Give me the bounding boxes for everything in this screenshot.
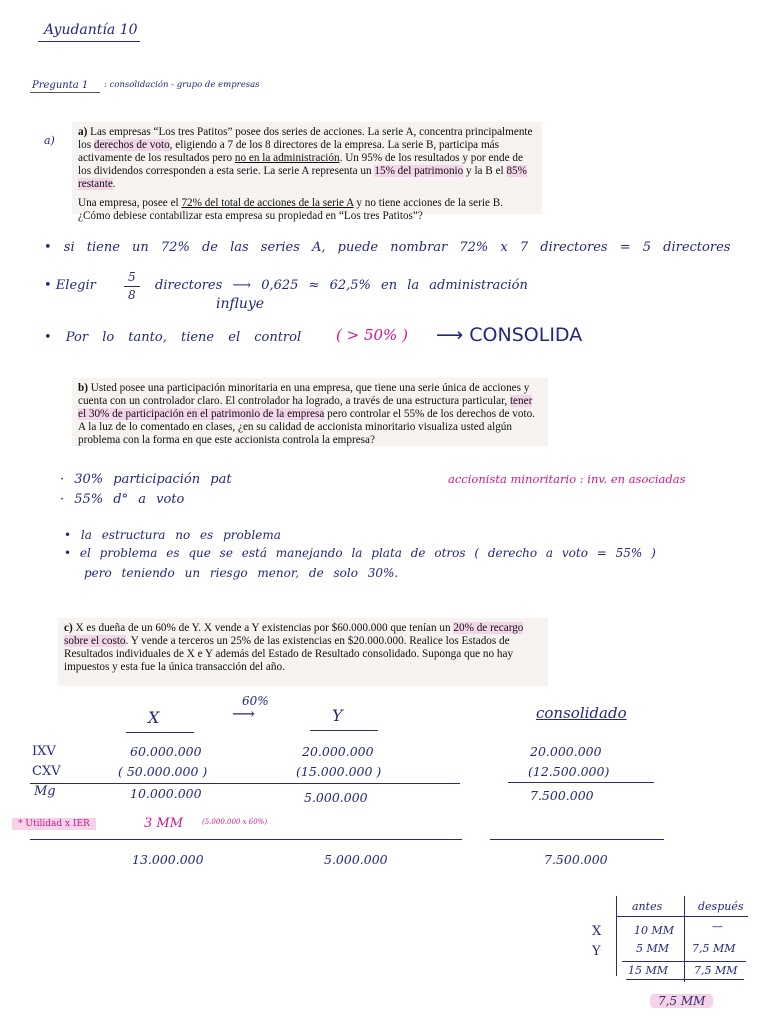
part-a-tag: a) xyxy=(44,134,55,147)
page-title: Ayudantía 10 xyxy=(44,22,138,38)
part-a-influye: influye xyxy=(216,296,265,312)
mini-row-label: Y xyxy=(592,944,601,959)
total-y-value: 5.000.000 xyxy=(324,852,388,867)
row-label: CXV xyxy=(32,764,61,779)
part-b-statement xyxy=(72,378,548,446)
mini-header-line xyxy=(616,916,748,917)
part-a-note-3a: • Por lo tanto, tiene el control xyxy=(44,330,302,345)
row-x-value: 60.000.000 xyxy=(130,744,202,759)
row-cons-value: 7.500.000 xyxy=(530,788,594,803)
part-b-note-5: pero teniendo un riesgo menor, de solo 30%. xyxy=(84,566,399,580)
col-y-header: Y xyxy=(332,706,343,725)
total-cons-value: 7.500.000 xyxy=(544,852,608,867)
row-x-value: ( 50.000.000 ) xyxy=(118,764,208,779)
arrow-icon: ⟶ xyxy=(232,704,255,723)
part-a-statement xyxy=(72,122,542,222)
part-a-hl-3: 85% restante xyxy=(78,165,527,190)
part-b-note-4: • el problema es que se está manejando la plata de otros ( derecho a voto = 55% ) xyxy=(64,546,656,560)
row-label: IXV xyxy=(32,744,56,759)
total-line-right xyxy=(490,839,664,840)
mini-vrule-left xyxy=(616,896,617,976)
part-a-consolida: ⟶ CONSOLIDA xyxy=(436,324,583,346)
part-a-p2-text-2: y no tiene acciones de la serie B. ¿Cómo debiese contabilizar esta empresa su propiedad en “Los tres Patitos”? xyxy=(78,197,503,222)
part-a-hl-1: derechos de voto xyxy=(93,139,170,151)
col-x-header: X xyxy=(148,708,160,727)
col-cons-header: consolidado xyxy=(536,704,627,722)
part-b-note-1: · 30% participación pat xyxy=(60,472,232,487)
part-c-bold: c) xyxy=(64,622,73,634)
mini-row-despues: 7,5 MM xyxy=(692,942,736,955)
utilidad-calc: (5.000.000 x 60%) xyxy=(202,818,268,826)
title-underline xyxy=(38,41,140,42)
part-a-p2-text-1: Una empresa, posee el xyxy=(78,197,182,209)
part-a-text-1: Las empresas “Los tres Patitos” posee dos series de acciones. La serie A, concentra principalmente los xyxy=(78,126,533,151)
part-a-note-2b: directores ⟶ 0,625 ≈ 62,5% en la administración xyxy=(155,278,528,293)
row-label: Mg xyxy=(34,784,56,799)
part-b-note-pink: accionista minoritario : inv. en asociadas xyxy=(448,472,686,486)
mini-row-antes: 5 MM xyxy=(636,942,670,955)
part-c-statement xyxy=(58,618,548,686)
utilidad-value: 3 MM xyxy=(144,816,184,831)
part-a-text-2: , eligiendo a 7 de los 8 directores de la empresa. La serie B, participa más activamente de los resultados pero xyxy=(78,139,499,164)
subtotal-line-left xyxy=(30,783,460,784)
mini-row-antes: 10 MM xyxy=(634,924,675,937)
part-b-bold: b) xyxy=(78,382,88,394)
mini-result: 7,5 MM xyxy=(650,994,713,1008)
part-b-hl-1: tener el 30% de participación en el patrimonio de la empresa xyxy=(78,395,533,420)
part-a-text-3: . Un 95% de los resultados y por ende de los dividendos corresponden a esta serie. La serie A representa un xyxy=(78,152,523,177)
total-x-value: 13.000.000 xyxy=(132,852,204,867)
part-b-text-1: Usted posee una participación minoritaria en una empresa, que tiene una serie única de acciones y cuenta con un controlador claro. El controlador ha logrado, a través de una estructura particular, xyxy=(78,382,530,407)
row-y-value: (15.000.000 ) xyxy=(296,764,382,779)
part-a-hl-2: 15% del patrimonio xyxy=(374,165,464,177)
question-underline xyxy=(30,92,100,93)
col-y-underline xyxy=(310,730,378,731)
mini-sum-despues: 7,5 MM xyxy=(694,964,738,977)
mini-sum-line xyxy=(622,961,746,962)
row-y-value: 5.000.000 xyxy=(304,790,368,805)
mini-header-despues: después xyxy=(698,900,744,913)
mini-sum-antes: 15 MM xyxy=(628,964,669,977)
row-x-value: 10.000.000 xyxy=(130,786,202,801)
row-cons-value: (12.500.000) xyxy=(528,764,610,779)
part-b-note-3: • la estructura no es problema xyxy=(64,528,281,542)
mini-row-label: X xyxy=(592,924,602,939)
part-a-p2-ul: 72% del total de acciones de la serie A xyxy=(181,197,354,209)
part-a-ul-1: no en la administración xyxy=(234,152,340,164)
part-b-note-2: · 55% d° a voto xyxy=(60,492,185,507)
row-y-value: 20.000.000 xyxy=(302,744,374,759)
question-label: Pregunta 1 xyxy=(32,80,89,91)
row-cons-value: 20.000.000 xyxy=(530,744,602,759)
total-line-left xyxy=(30,839,462,840)
mini-vrule-mid xyxy=(684,896,685,982)
part-a-fraction-den: 8 xyxy=(128,288,136,302)
utilidad-label: * Utilidad x IER xyxy=(12,818,96,830)
part-b-text-2: pero controlar el 55% de los derechos de voto. A la luz de lo comentado en clases, ¿en su calidad de accionista minoritario visualiza usted algún problema con la forma en que este accionista controla la empresa? xyxy=(78,408,535,446)
part-a-bold: a) xyxy=(78,126,88,138)
arrow-label: 60% xyxy=(242,694,269,708)
part-a-text-4: y la B el xyxy=(463,165,507,177)
part-a-note-1: • si tiene un 72% de las series A, puede nombrar 72% x 7 directores = 5 directores xyxy=(44,240,731,255)
part-a-note-3-pink: ( > 50% ) xyxy=(336,326,408,344)
mini-bottom-line xyxy=(626,979,744,980)
mini-header-antes: antes xyxy=(632,900,663,913)
col-x-underline xyxy=(126,732,194,733)
part-c-text-1: X es dueña de un 60% de Y. X vende a Y existencias por $60.000.000 que tenían un xyxy=(72,622,454,634)
part-a-fraction-num: 5 xyxy=(128,270,136,284)
part-a-note-2a: • Elegir xyxy=(44,278,96,293)
subtotal-line-right xyxy=(508,782,654,783)
part-c-hl-1: 20% de recargo sobre el costo xyxy=(64,622,524,647)
part-c-text-2: . Y vende a terceros un 25% de las existencias en $20.000.000. Realice los Estados de Resultados individuales de X e Y además del Estado de Resultado consolidado. Suponga que no hay impuestos y esta fue la única transacción del año. xyxy=(64,635,514,673)
mini-row-despues: — xyxy=(712,920,723,933)
part-a-text-5: . xyxy=(112,178,116,190)
question-topic: : consolidación - grupo de empresas xyxy=(104,80,260,90)
